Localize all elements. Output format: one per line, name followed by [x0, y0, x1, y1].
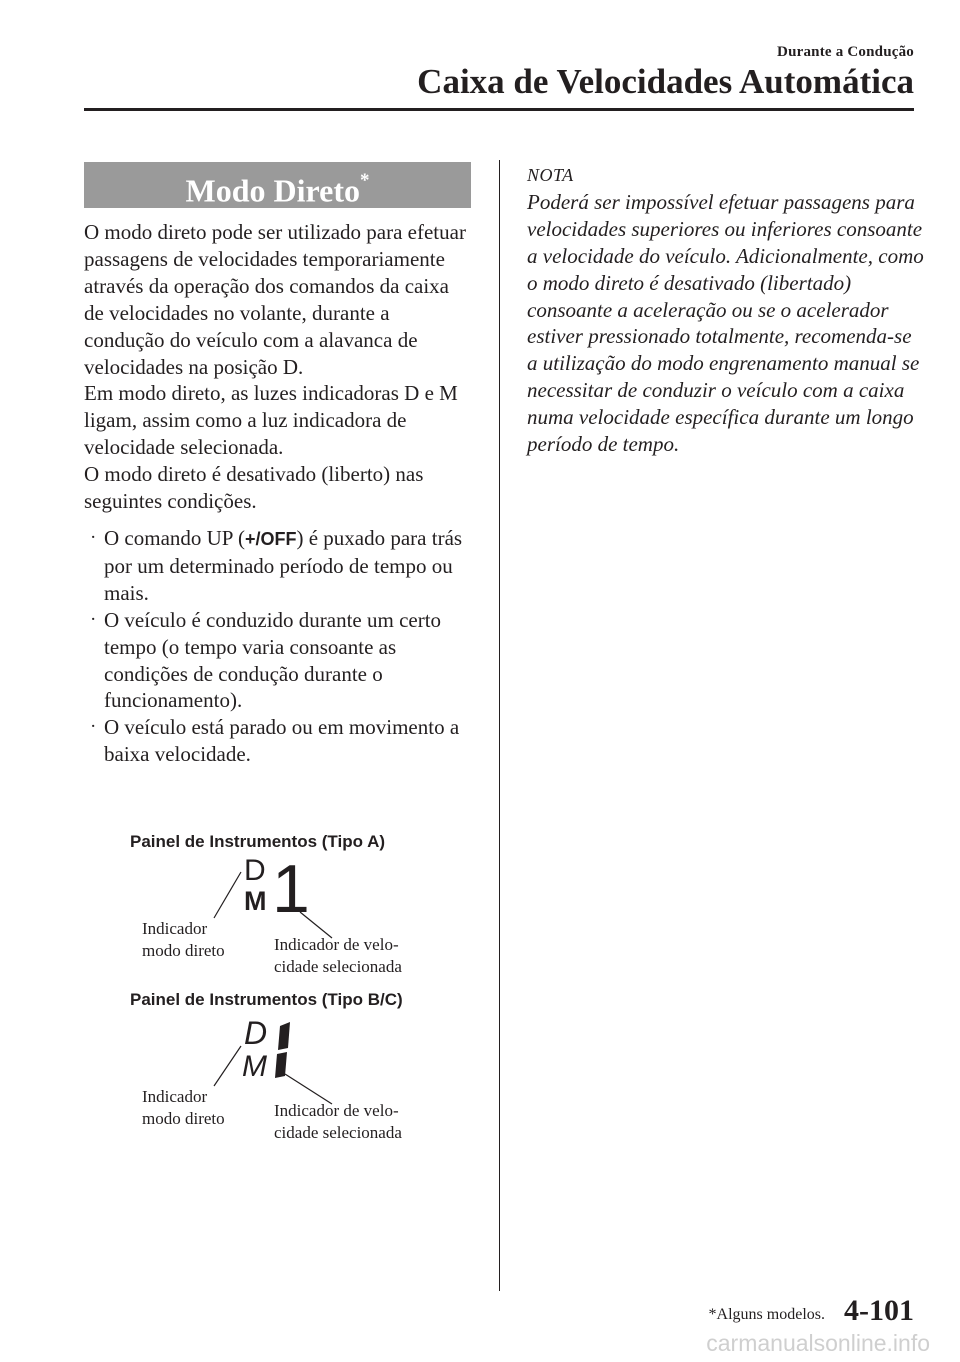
some-models-marker: *: [359, 170, 370, 191]
header-rule: [84, 108, 914, 111]
figure-panel-type-a: [120, 832, 440, 982]
bullet2-text: O veículo é conduzido durante um certo tempo (o tempo varia consoante as condições de condução durante o funcionamento).: [104, 607, 442, 713]
label-line: cidade selecionada: [274, 1123, 402, 1142]
label-selected-gear-indicator: [274, 934, 402, 978]
list-item: [84, 525, 474, 607]
leader-line-direct-mode: [214, 1046, 241, 1086]
label-direct-mode-indicator: [142, 918, 225, 962]
panel-a-m-indicator: M: [244, 886, 267, 916]
label-line: modo direto: [142, 941, 225, 960]
body-text: [84, 219, 474, 768]
panel-bc-d-indicator: D: [244, 1015, 268, 1051]
bullet1-text-start: O comando UP (: [104, 525, 245, 550]
label-line: cidade selecionada: [274, 957, 402, 976]
panel-a-caption: Painel de Instrumentos (Tipo A): [130, 832, 386, 851]
label-line: Indicador: [142, 1087, 208, 1106]
figure-panel-type-bc: [120, 990, 440, 1140]
list-item: [84, 607, 474, 715]
conditions-list: [84, 525, 474, 768]
paragraph-indicators: Em modo direto, as luzes indicadoras D e M ligam, assim como a luz indicadora de velocidade selecionada.: [84, 381, 458, 460]
footnote: *Alguns modelos.: [708, 1306, 825, 1323]
label-line: Indicador: [142, 919, 208, 938]
bullet1-text-end: ) é puxado para trás por um determinado período de tempo ou mais.: [104, 525, 463, 605]
panel-bc-m-indicator: M: [242, 1050, 267, 1083]
note-block: [527, 162, 927, 458]
label-direct-mode-indicator: [142, 1086, 225, 1130]
topic-banner: [84, 162, 471, 208]
label-line: Indicador de velo-: [274, 935, 399, 954]
list-item: [84, 714, 474, 768]
label-selected-gear-indicator: [274, 1100, 402, 1144]
bullet-dot: ·: [90, 608, 97, 630]
leader-line-direct-mode: [214, 872, 241, 918]
plus-off-switch-symbol: +/OFF: [244, 528, 297, 549]
note-text: Poderá ser impossível efetuar passagens para velocidades superiores ou inferiores consoante a velocidade do veículo. Adicionalmente, como o modo direto é desativado (libertado) consoante a aceleração ou se o acelerador estiver pressionado totalmente, recomenda-se a utilização do modo engrenamento manual se necessitar de conduzir o veículo com a caixa numa velocidade específica durante um longo período de tempo.: [527, 189, 924, 457]
paragraph-conditions: O modo direto é desativado (liberto) nas seguintes condições.: [84, 462, 424, 514]
paragraph-intro: O modo direto pode ser utilizado para efetuar passagens de velocidades temporariamente através da operação dos comandos da caixa de velocidades no volante, durante a condução do veículo com a alavanca de velocidades na posição D.: [84, 220, 466, 379]
bullet-dot: ·: [90, 526, 97, 548]
watermark: carmanualsonline.info: [706, 1330, 930, 1356]
panel-a-d-indicator: D: [244, 854, 266, 887]
section-title: Caixa de Velocidades Automática: [417, 62, 914, 101]
label-line: Indicador de velo-: [274, 1101, 399, 1120]
page-number: 4-101: [844, 1294, 914, 1327]
label-line: modo direto: [142, 1109, 225, 1128]
panel-bc-gear-segments: [275, 1022, 290, 1078]
panel-a-gear-number: 1: [272, 851, 310, 927]
bullet3-text: O veículo está parado ou em movimento a baixa velocidade.: [104, 715, 460, 767]
panel-bc-caption: Painel de Instrumentos (Tipo B/C): [130, 990, 403, 1009]
bullet-dot: ·: [90, 716, 97, 738]
note-title: NOTA: [527, 165, 574, 185]
topic-title: Modo Direto: [185, 172, 360, 209]
column-divider: [499, 160, 500, 1291]
gear-segment-upper: [278, 1022, 290, 1050]
chapter-label: Durante a Condução: [777, 44, 914, 60]
